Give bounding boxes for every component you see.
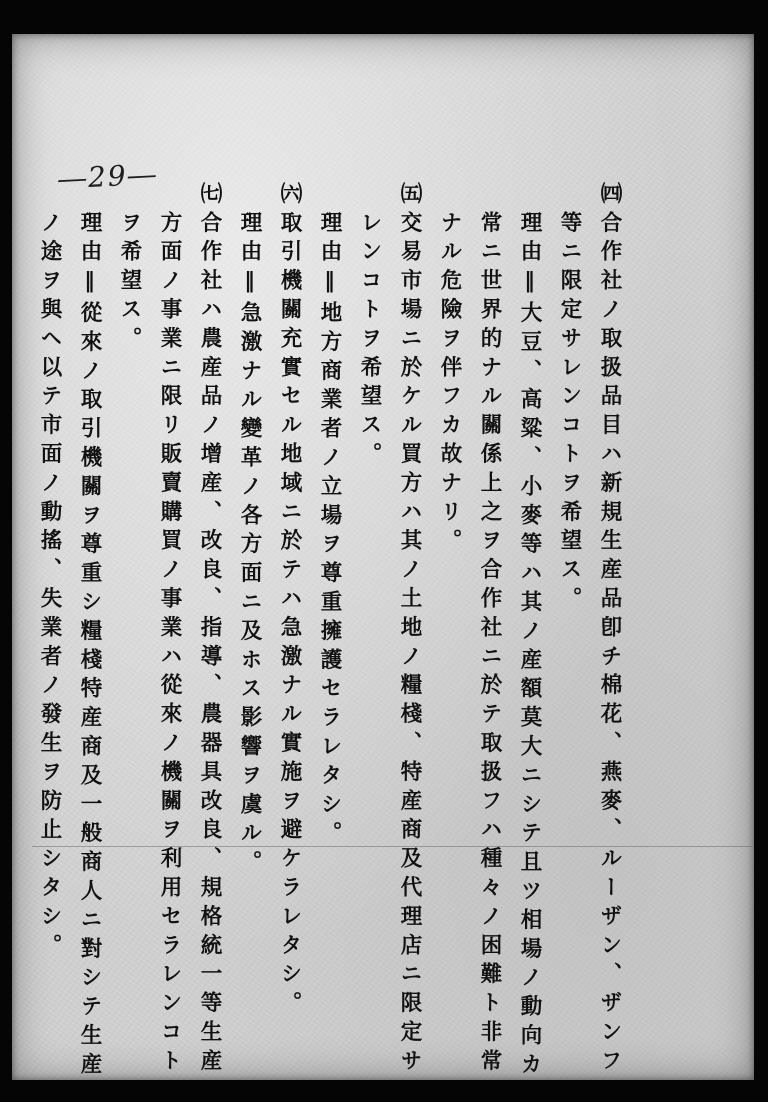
vertical-text-block	[20, 182, 622, 1082]
text-column: 常ニ世界的ナル關係上之ヲ合作社ニ於テ取扱フハ種々ノ困難ト非常	[477, 182, 502, 1078]
text-column: 理由‖大豆、高粱、小麥等ハ其ノ産額莫大ニシテ且ツ相場ノ動向カ	[517, 182, 542, 1082]
text-column: ナル危險ヲ伴フカ故ナリ。	[437, 182, 462, 558]
text-column: ノ途ヲ與ヘ以テ市面ノ動搖、失業者ノ發生ヲ防止シタシ。	[37, 182, 62, 963]
text-column: 理由‖急激ナル變革ノ各方面ニ及ホス影響ヲ虞ル。	[237, 182, 262, 880]
text-column: レンコトヲ希望ス。	[357, 182, 382, 471]
text-column: ヲ希望ス。	[117, 182, 142, 356]
text-column: 理由‖地方商業者ノ立場ヲ尊重擁護セラレタシ。	[317, 182, 342, 851]
page-number: ―29―	[57, 157, 159, 196]
text-column: ㈥取引機關充實セル地域ニ於テハ急激ナル實施ヲ避ケラレタシ。	[277, 182, 302, 1021]
text-column: ㈤交易市場ニ於ケル買方ハ其ノ土地ノ糧棧、特産商及代理店ニ限定サ	[397, 182, 422, 1078]
text-column: 等ニ限定サレンコトヲ希望ス。	[557, 182, 582, 616]
text-column: ㈦合作社ハ農産品ノ增産、改良、指導、農器具改良、規格統一等生産	[197, 182, 222, 1078]
text-column: 方面ノ事業ニ限リ販賣購買ノ事業ハ從來ノ機關ヲ利用セラレンコト	[157, 182, 182, 1078]
text-column: 理由‖從來ノ取引機關ヲ尊重シ糧棧特産商及一般商人ニ對シテ生産	[77, 182, 102, 1082]
text-column: ㈣合作社ノ取扱品目ハ新規生産品卽チ棉花、燕麥、ルーザン、ザンフ	[597, 182, 622, 1078]
